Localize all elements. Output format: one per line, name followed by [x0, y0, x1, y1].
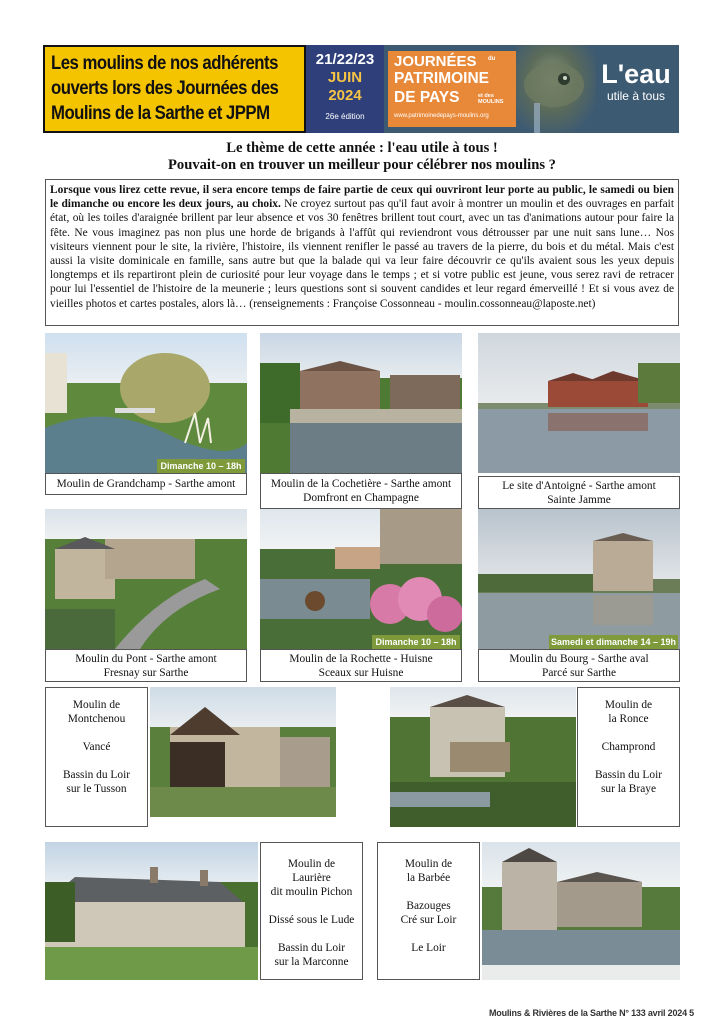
mill-caption-line: Moulin de la Rochette - Huisne [289, 652, 433, 665]
info-spacer [261, 899, 362, 913]
jppm-logo-du: du [488, 56, 496, 62]
event-month: JUIN [327, 69, 363, 86]
info-spacer [46, 754, 147, 768]
info-spacer [378, 885, 479, 899]
info-line: Moulin de [604, 699, 653, 711]
info-line: Vancé [82, 741, 111, 753]
mill-info-box [577, 687, 680, 827]
intro-body-text: Ne croyez surtout pas qu'il faut avoir à montrer un moulin et des ouvrages en parfait état, où les toiles d'araignée brillent par leur absence et vos 30 fenêtres brillent tout court, avec un tas d'animations autour pour faire la fête. Ne vous imaginez pas non plus une horde de brigands à l'affût qui reviendront vous détrousser par une nuit sans lune… Nos visiteurs viennent pour le site, la rivière, l'histoire, ils viennent renifler le passé au travers de la pierre, du bois et du métal. Mais c'est aussi la visite dominicale en famille, sans autre but que la balade qui va leur faire découvrir ce qu'ils avaient sous les yeux depuis longtemps et ils repartiront plein de curiosité pour leur voyage dans le temps ; et si votre public est jeune, vous serez ravi de retracer pour lui l'essentiel de l'histoire de la meunerie ; leurs questions sont si souvent candides et leur regard émerveillé ! Et si vous avez de vieilles photos et cartes postales, alors là… (renseignements : Françoise Cossonneau - moulin.cossonneau@laposte.net) [50, 198, 674, 310]
jppm-url: www.patrimoinedepays-moulins.org [394, 113, 489, 119]
banner-title [43, 45, 306, 133]
photo-rochette [260, 509, 462, 649]
info-line: Laurière [292, 872, 331, 884]
eau-theme-title [596, 59, 676, 103]
info-line: la Barbée [406, 872, 451, 884]
opening-hours-badge: Dimanche 10 – 18h [157, 459, 245, 473]
photo-grandchamp [45, 333, 247, 473]
photo-lauriere [45, 842, 258, 980]
banner-title-line: ouverts lors des Journées des [51, 77, 279, 99]
info-line: dit moulin Pichon [270, 886, 353, 898]
photo-la-barbee [482, 842, 680, 980]
photo-moulin-du-pont [45, 509, 247, 649]
eau-subtitle: utile à tous [606, 89, 666, 103]
fish-fountain-image [516, 45, 596, 133]
event-year: 2024 [328, 87, 362, 104]
photo-la-ronce [390, 687, 576, 827]
event-days: 21/22/23 [315, 51, 375, 68]
photo-cochetiere [260, 333, 462, 473]
info-line: Bassin du Loir [62, 769, 131, 781]
mill-caption-line: Sceaux sur Huisne [318, 666, 404, 679]
photo-montchenou [150, 687, 336, 817]
eau-title: L'eau [601, 59, 671, 89]
mill-caption [45, 473, 247, 495]
info-line: sur la Braye [600, 783, 657, 795]
info-line: Moulin de [404, 858, 453, 870]
info-line: Cré sur Loir [400, 914, 457, 926]
event-dates [306, 45, 384, 133]
info-line: Bassin du Loir [277, 942, 346, 954]
mill-info-box [260, 842, 363, 980]
jppm-logo-line2: PATRIMOINE [394, 70, 490, 87]
mill-info-box [377, 842, 480, 980]
info-line: sur le Tusson [66, 783, 127, 795]
intro-text-box [45, 179, 679, 326]
photo-moulin-du-bourg [478, 509, 680, 649]
info-spacer [578, 754, 679, 768]
jppm-logo-line3: DE PAYS [394, 89, 460, 106]
banner-title-line: Les moulins de nos adhérents [51, 52, 278, 74]
info-line: Champrond [601, 741, 656, 753]
mill-caption-line: Domfront en Champagne [303, 492, 419, 504]
theme-line: Pouvait-on en trouver un meilleur pour célébrer nos moulins ? [168, 157, 556, 173]
info-line: Moulin de [287, 858, 336, 870]
info-line: Bazouges [406, 900, 451, 912]
mill-caption-line: Moulin de la Cochetière - Sarthe amont [270, 478, 452, 490]
jppm-logo-et: et des MOULINS [478, 93, 504, 105]
mill-caption-line: Moulin du Pont - Sarthe amont [75, 652, 217, 665]
mill-caption [260, 649, 462, 682]
info-line: Bassin du Loir [594, 769, 663, 781]
event-edition: 26e édition [325, 112, 365, 121]
mill-caption-line: Moulin de Grandchamp - Sarthe amont [56, 478, 236, 490]
theme-heading [60, 140, 664, 174]
mill-caption-line: Le site d'Antoigné - Sarthe amont [502, 479, 656, 492]
theme-line: Le thème de cette année : l'eau utile à tous ! [226, 140, 498, 156]
mill-caption [478, 649, 680, 682]
jppm-logo [388, 51, 516, 127]
info-line: sur la Marconne [274, 956, 349, 968]
info-line: Moulin de [72, 699, 121, 711]
mill-caption-line: Moulin du Bourg - Sarthe aval [509, 652, 649, 665]
photo-antoigne [478, 333, 680, 473]
info-spacer [261, 927, 362, 941]
info-spacer [378, 927, 479, 941]
mill-caption-line: Parcé sur Sarthe [541, 666, 616, 679]
fish-fountain-icon [516, 45, 596, 133]
page-footer: Moulins & Rivières de la Sarthe N° 133 avril 2024 5 [488, 1008, 694, 1018]
info-line: la Ronce [608, 713, 649, 725]
intro-bold-text: Lorsque vous lirez cette revue, il sera encore temps de faire partie de ceux qui ouvriront leur porte au public, le samedi ou bien le dimanche ou encore les deux jours, au choix. [50, 184, 674, 211]
mill-caption [478, 476, 680, 509]
banner-title-line: Moulins de la Sarthe et JPPM [51, 102, 270, 124]
mill-caption [260, 473, 462, 509]
mill-caption [45, 649, 247, 682]
info-spacer [578, 726, 679, 740]
mill-info-box [45, 687, 148, 827]
info-line: Dissé sous le Lude [268, 914, 355, 926]
opening-hours-badge: Samedi et dimanche 14 – 19h [550, 637, 677, 647]
mill-caption-line: Sainte Jamme [547, 493, 611, 506]
info-spacer [46, 726, 147, 740]
info-line: Montchenou [67, 713, 126, 725]
mill-caption-line: Fresnay sur Sarthe [103, 666, 189, 679]
opening-hours-badge: Dimanche 10 – 18h [372, 635, 460, 649]
jppm-banner [306, 45, 679, 133]
info-line: Le Loir [411, 942, 446, 954]
jppm-logo-line1: JOURNÉES [394, 53, 477, 70]
